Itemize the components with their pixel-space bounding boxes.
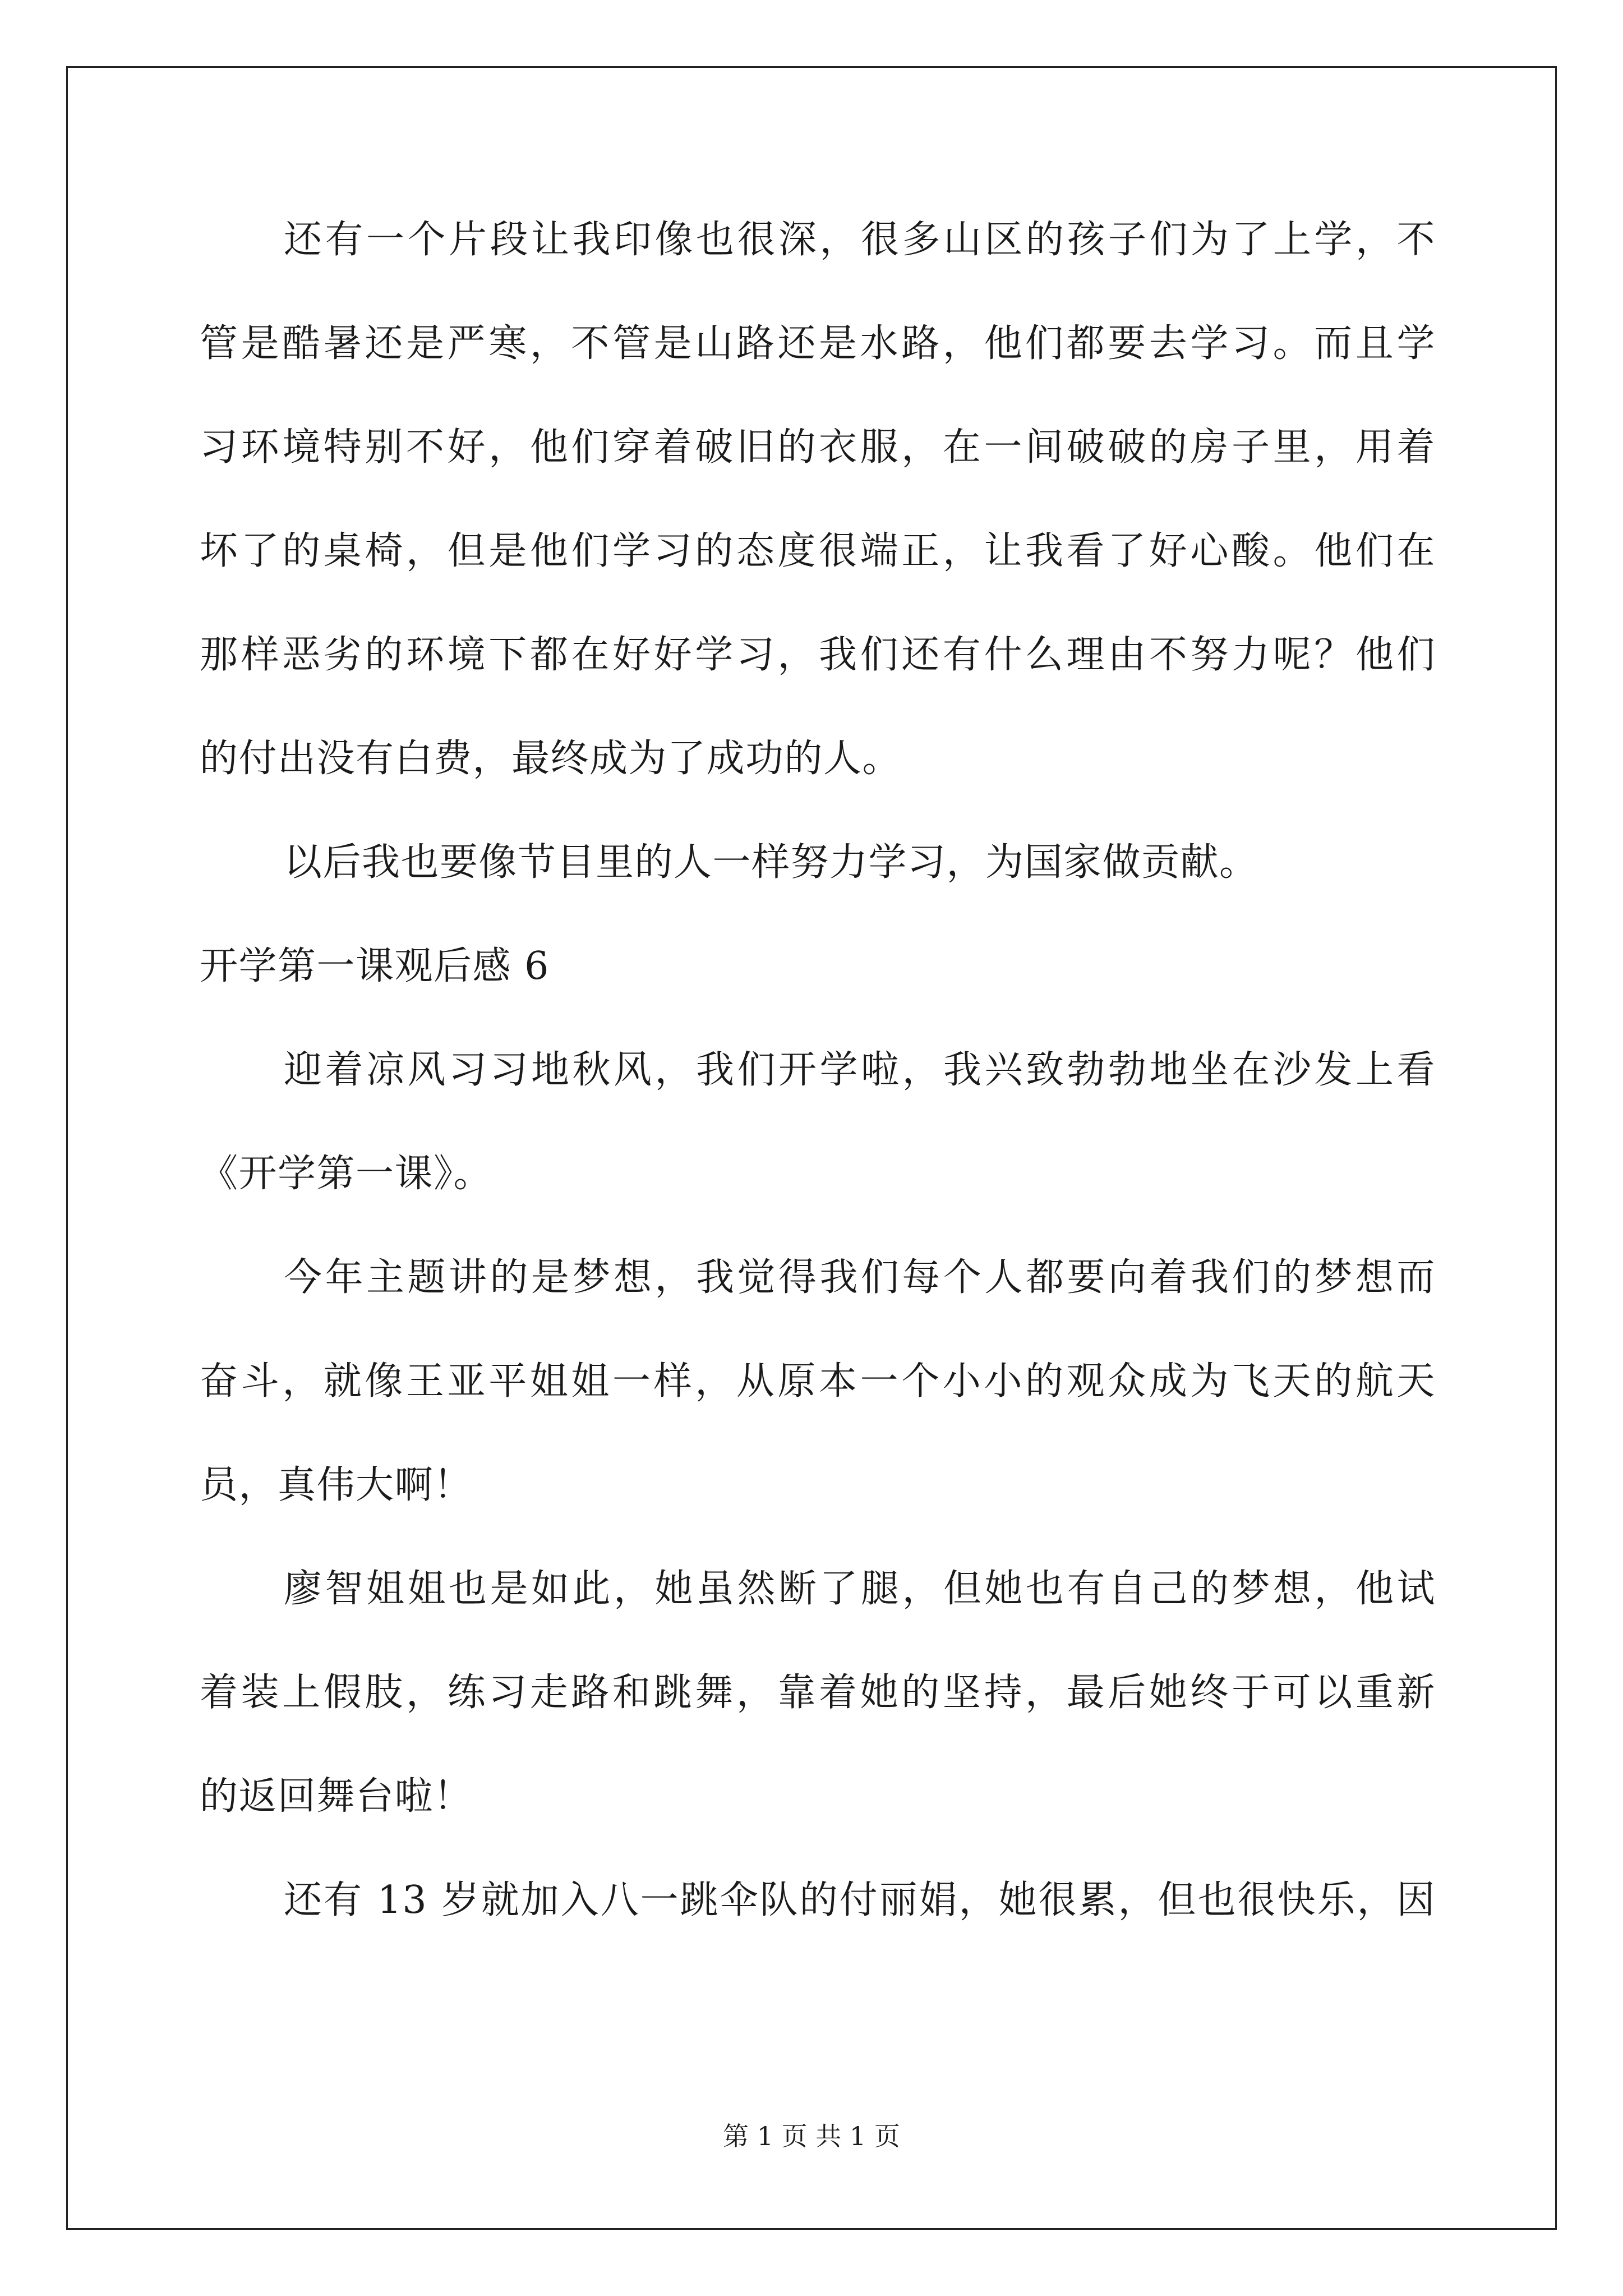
text-line: 以后我也要像节目里的人一样努力学习，为国家做贡献。	[284, 840, 1258, 885]
text-line: 那样恶劣的环境下都在好好学习，我们还有什么理由不努力呢？他们	[200, 633, 1436, 677]
text-line: 着装上假肢，练习走路和跳舞，靠着她的坚持，最后她终于可以重新	[200, 1671, 1436, 1715]
text-line: 奋斗，就像王亚平姐姐一样，从原本一个小小的观众成为飞天的航天	[200, 1359, 1436, 1404]
text-line: 还有 13 岁就加入八一跳伞队的付丽娟，她很累，但也很快乐，因	[284, 1878, 1436, 1922]
text-line: 《开学第一课》。	[200, 1152, 493, 1196]
text-line: 的返回舞台啦！	[200, 1774, 473, 1819]
text-line: 今年主题讲的是梦想，我觉得我们每个人都要向着我们的梦想而	[284, 1255, 1436, 1300]
text-line: 还有一个片段让我印像也很深，很多山区的孩子们为了上学，不	[284, 218, 1436, 262]
text-line: 习环境特别不好，他们穿着破旧的衣服，在一间破破的房子里，用着	[200, 425, 1436, 470]
text-line: 管是酷暑还是严寒，不管是山路还是水路，他们都要去学习。而且学	[200, 321, 1436, 366]
section-heading: 开学第一课观后感 6	[200, 944, 550, 988]
text-line: 坏了的桌椅，但是他们学习的态度很端正，让我看了好心酸。他们在	[200, 529, 1436, 573]
text-line: 员，真伟大啊！	[200, 1463, 473, 1507]
page-number-footer: 第 1 页 共 1 页	[723, 2121, 900, 2151]
text-line: 迎着凉风习习地秋风，我们开学啦，我兴致勃勃地坐在沙发上看	[284, 1048, 1436, 1092]
text-line: 的付出没有白费，最终成为了成功的人。	[200, 737, 902, 781]
text-line: 廖智姐姐也是如此，她虽然断了腿，但她也有自己的梦想，他试	[284, 1567, 1436, 1611]
